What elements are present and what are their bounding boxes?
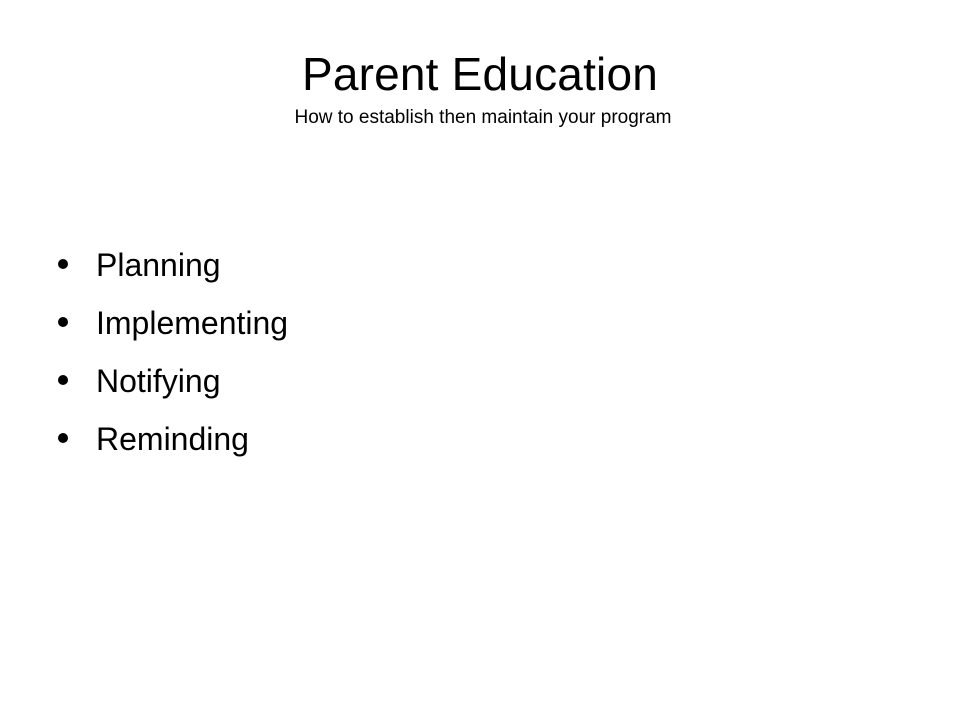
bullet-text: Reminding xyxy=(96,421,249,457)
slide-subtitle: How to establish then maintain your program xyxy=(294,107,672,128)
bullet-icon xyxy=(58,259,68,269)
bullet-icon xyxy=(58,317,68,327)
bullet-icon xyxy=(58,433,68,443)
title-block xyxy=(0,44,960,130)
bullet-text: Implementing xyxy=(96,305,289,341)
bullet-item-planning xyxy=(58,236,288,294)
bullet-icon xyxy=(58,375,68,385)
bullet-list xyxy=(58,236,288,468)
bullet-item-implementing xyxy=(58,294,288,352)
bullet-item-notifying xyxy=(58,352,288,410)
bullet-text: Notifying xyxy=(96,363,221,399)
slide-title: Parent Education xyxy=(301,48,659,100)
bullet-item-reminding xyxy=(58,410,288,468)
bullet-text: Planning xyxy=(96,247,221,283)
